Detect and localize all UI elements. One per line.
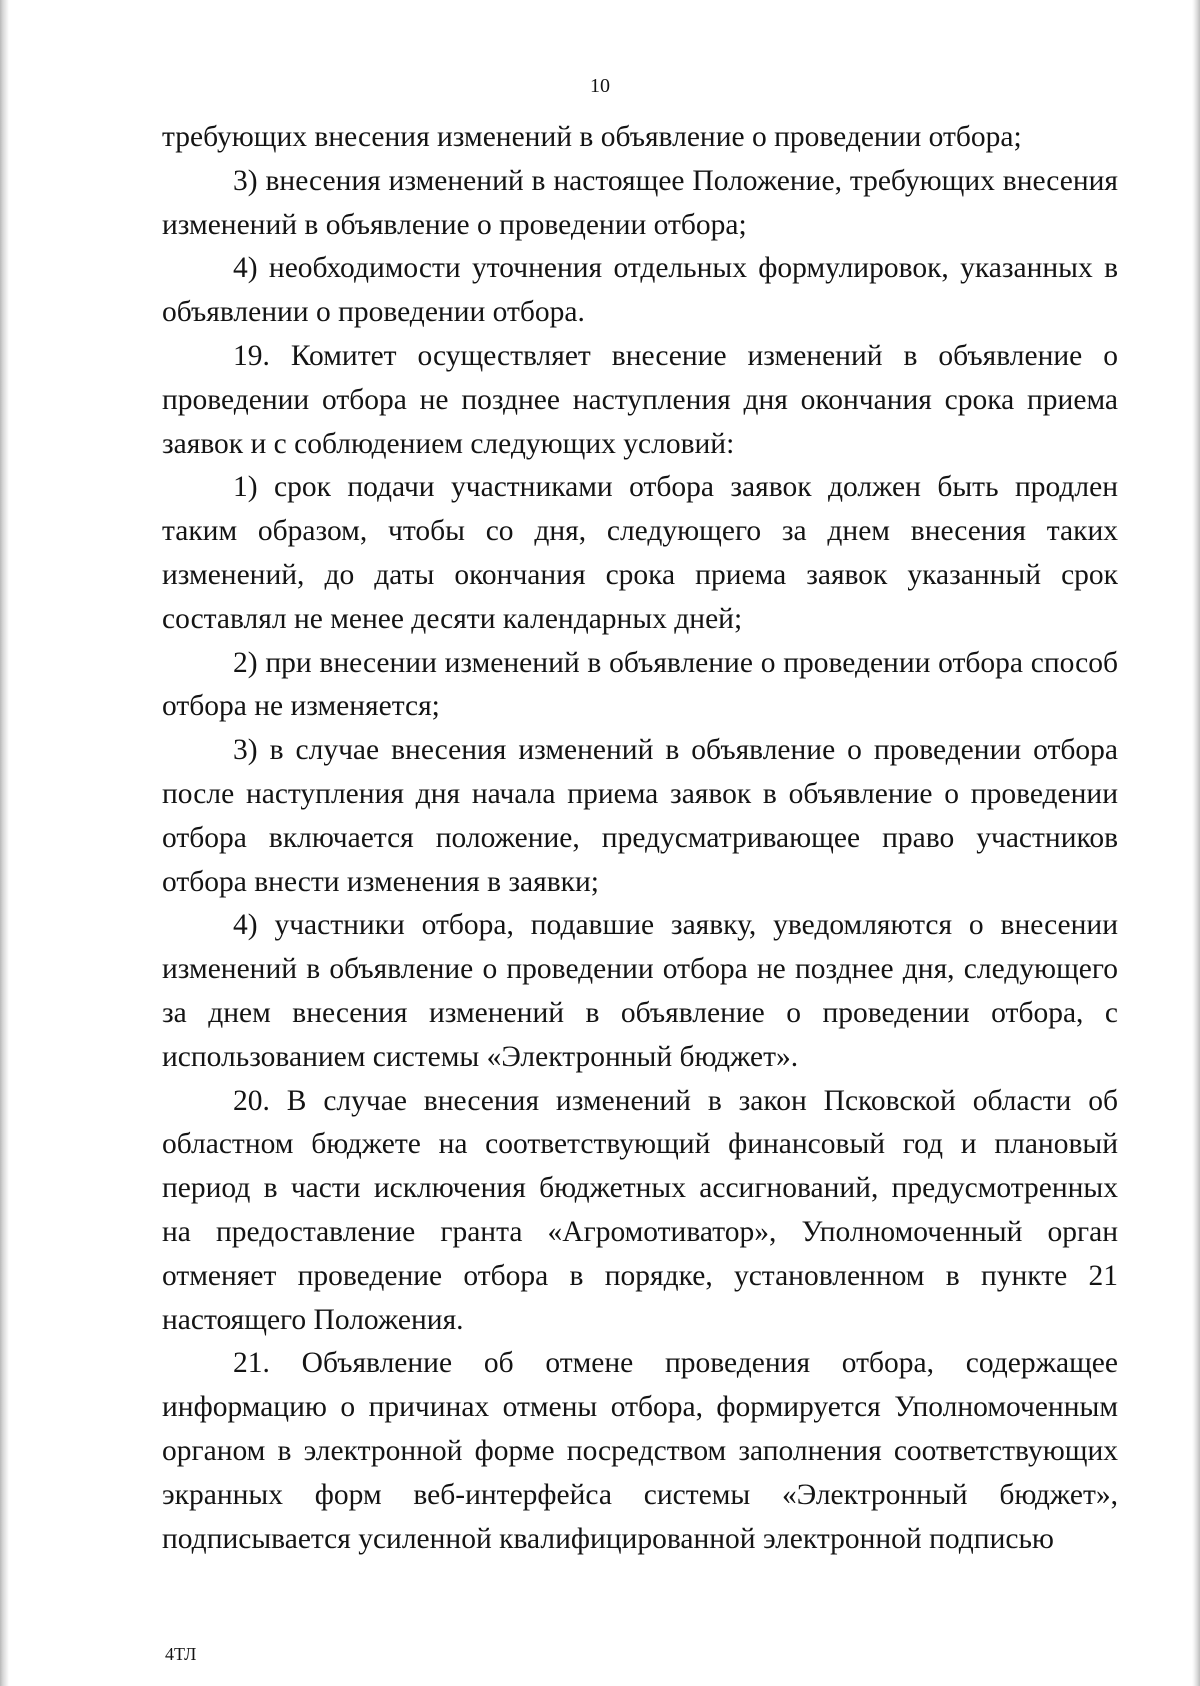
paragraph-item-4: 4) необходимости уточнения отдельных формулировок, указанных в объявлении о проведении отбора. <box>162 252 1118 329</box>
footer-code: 4ТЛ <box>165 1644 197 1664</box>
paragraph-condition-3: 3) в случае внесения изменений в объявление о проведении отбора после наступления дня начала приема заявок в объявление о проведении отбора включается положение, предусматривающее право участников отбора внести изменения в заявки; <box>162 734 1118 898</box>
page-number: 10 <box>590 75 610 97</box>
document-body <box>162 116 1118 1561</box>
paragraph-condition-1: 1) срок подачи участниками отбора заявок должен быть продлен таким образом, чтобы со дня, следующего за днем внесения таких изменений, до даты окончания срока приема заявок указанный срок составлял не менее десяти календарных дней; <box>162 471 1118 635</box>
paragraph-continuation: требующих внесения изменений в объявление о проведении отбора; <box>162 121 1022 153</box>
scan-left-edge <box>0 0 9 1686</box>
paragraph-item-3: 3) внесения изменений в настоящее Положение, требующих внесения изменений в объявление о проведении отбора; <box>162 164 1118 241</box>
paragraph-clause-19: 19. Комитет осуществляет внесение изменений в объявление о проведении отбора не позднее наступления дня окончания срока приема заявок и с соблюдением следующих условий: <box>162 339 1118 460</box>
scan-right-edge <box>1192 0 1200 1686</box>
paragraph-condition-4: 4) участники отбора, подавшие заявку, уведомляются о внесении изменений в объявление о проведении отбора не позднее дня, следующего за днем внесения изменений в объявление о проведении отбора, с использованием системы «Электронный бюджет». <box>162 909 1118 1073</box>
paragraph-clause-20: 20. В случае внесения изменений в закон Псковской области об областном бюджете на соответствующий финансовый год и плановый период в части исключения бюджетных ассигнований, предусмотренных на предоставление гранта «Агромотиватор», Уполномоченный орган отменяет проведение отбора в порядке, установленном в пункте 21 настоящего Положения. <box>162 1084 1118 1336</box>
paragraph-clause-21: 21. Объявление об отмене проведения отбора, содержащее информацию о причинах отмены отбора, формируется Уполномоченным органом в электронной форме посредством заполнения соответствующих экранных форм веб-интерфейса системы «Электронный бюджет», подписывается усиленной квалифицированной электронной подписью <box>162 1347 1118 1555</box>
paragraph-condition-2: 2) при внесении изменений в объявление о проведении отбора способ отбора не изменяется; <box>162 646 1118 723</box>
